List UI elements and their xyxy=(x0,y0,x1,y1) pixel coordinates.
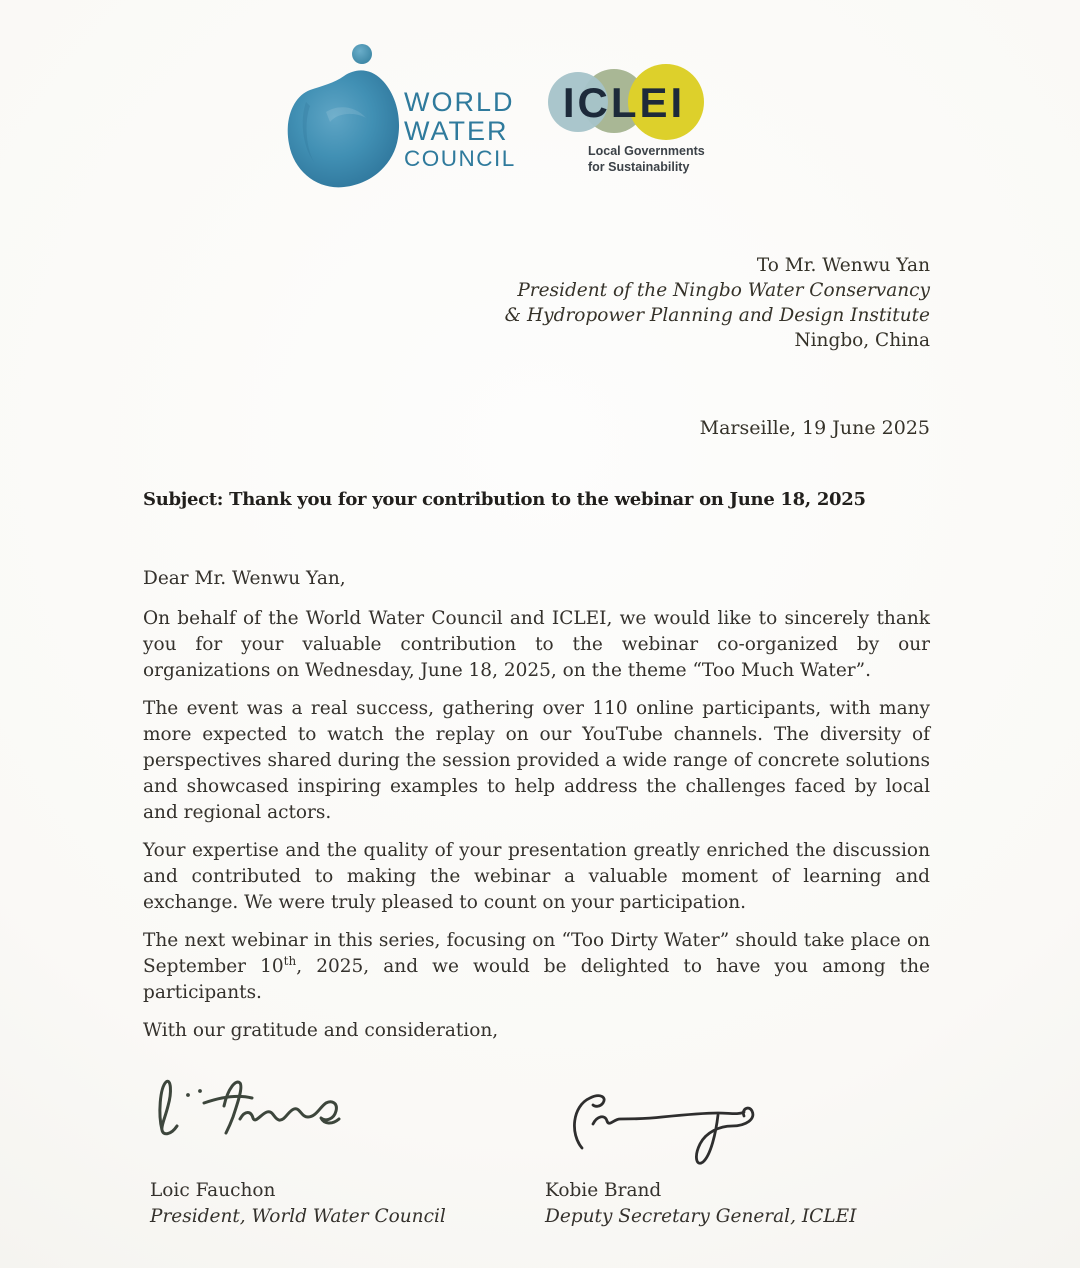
wwc-drop-dot xyxy=(352,44,372,64)
signatory-right xyxy=(545,1178,856,1230)
signatory-left-name: Loic Fauchon xyxy=(150,1180,276,1201)
iclei-logo-icon xyxy=(542,56,706,148)
salutation: Dear Mr. Wenwu Yan, xyxy=(143,568,346,589)
paragraph-2: The event was a real success, gathering over 110 online participants, with many more expected to watch the replay on our YouTube channels. The diversity of perspectives shared during the session provided a wide range of concrete solutions and showcased inspiring examples to help address the challenges faced by local and regional actors. xyxy=(143,698,930,823)
wwc-word-3: COUNCIL xyxy=(404,146,516,171)
paragraph-4-text: The next webinar in this series, focusing on “Too Dirty Water” should take place on September 10 xyxy=(143,930,930,977)
subject-line: Subject: Thank you for your contribution to the webinar on June 18, 2025 xyxy=(143,489,866,510)
recipient-city: Ningbo, China xyxy=(794,330,930,351)
dateline: Marseille, 19 June 2025 xyxy=(699,417,930,439)
iclei-acronym: ICLEI xyxy=(562,79,686,126)
signature-loic-fauchon xyxy=(148,1072,368,1150)
wwc-word-1: WORLD xyxy=(404,87,515,117)
recipient-title-line1: President of the Ningbo Water Conservancy xyxy=(517,280,930,301)
recipient-name: To Mr. Wenwu Yan xyxy=(756,255,930,276)
paragraph-4 xyxy=(143,928,930,1006)
iclei-tagline xyxy=(588,144,728,175)
ordinal-superscript: th xyxy=(283,953,297,968)
wwc-logo-wordmark xyxy=(404,88,516,172)
iclei-tagline-line1: Local Governments xyxy=(588,144,705,158)
signatory-right-name: Kobie Brand xyxy=(545,1180,662,1201)
recipient-address xyxy=(505,253,930,353)
signatory-left xyxy=(150,1178,446,1230)
signature-kobie-brand xyxy=(548,1088,793,1173)
world-water-council-logo-icon xyxy=(286,42,406,190)
paragraph-4-tail: , 2025, and we would be delighted to have you among the participants. xyxy=(143,956,930,1003)
closing-line: With our gratitude and consideration, xyxy=(143,1020,499,1041)
paragraph-1: On behalf of the World Water Council and ICLEI, we would like to sincerely thank you for your valuable contribution to the webinar co-organized by our organizations on Wednesday, June 18, 2025, on the theme “Too Much Water”. xyxy=(143,608,930,681)
letter-body xyxy=(143,566,930,1056)
iclei-tagline-line2: for Sustainability xyxy=(588,159,690,174)
signatory-right-title: Deputy Secretary General, ICLEI xyxy=(545,1206,857,1227)
paragraph-3: Your expertise and the quality of your presentation greatly enriched the discussion and contributed to making the webinar a valuable moment of learning and exchange. We were truly pleased to count on your participation. xyxy=(143,840,930,913)
wwc-word-2: WATER xyxy=(404,116,509,146)
signatory-left-title: President, World Water Council xyxy=(150,1206,446,1227)
recipient-title-line2: & Hydropower Planning and Design Institute xyxy=(504,305,930,326)
